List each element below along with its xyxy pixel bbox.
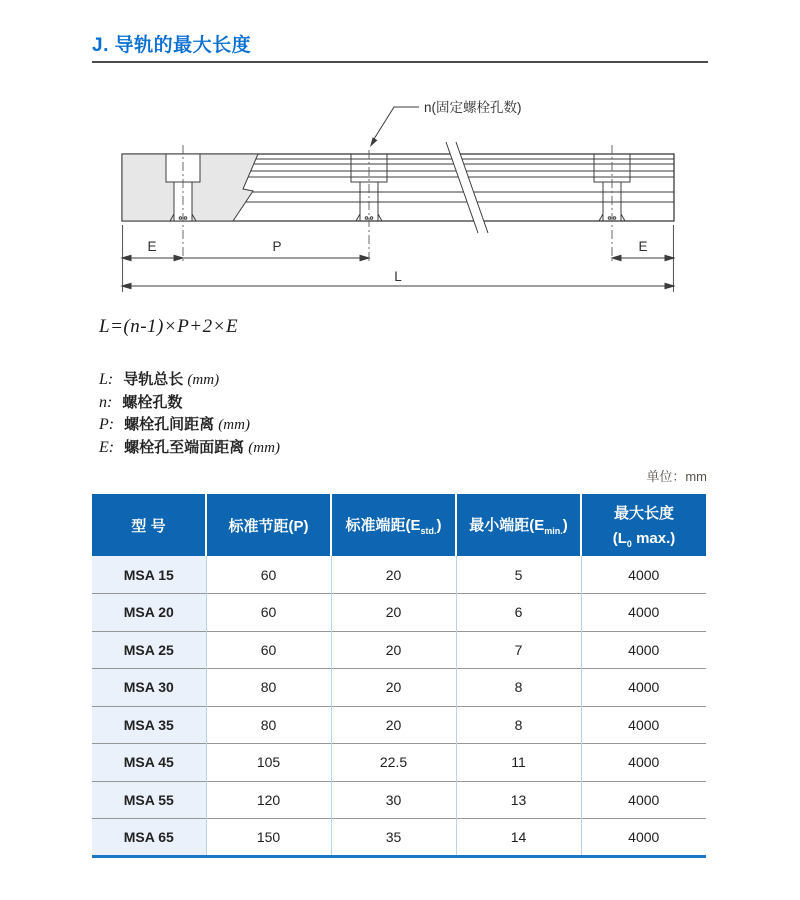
dim-label-e-left: E [147,239,157,254]
cell-value: 4000 [581,669,706,707]
cell-value: 20 [331,594,456,632]
break-lines [446,142,488,233]
cell-value: 4000 [581,706,706,744]
column-header: 标准节距(P) [206,494,331,556]
rail-spec-table [92,494,706,858]
cell-value: 4000 [581,744,706,782]
column-header: 型 号 [92,494,206,556]
legend-symbol: L: [99,371,118,388]
cell-value: 35 [331,819,456,857]
legend-label: 螺栓孔数 [122,393,183,411]
cell-model: MSA 15 [92,556,206,594]
legend-item [99,414,280,437]
column-header: 最大长度 ($L_0$ max.) [581,494,706,556]
cell-model: MSA 45 [92,744,206,782]
legend-unit: (mm) [187,372,220,388]
hole-count-annotation [370,99,522,147]
cell-model: MSA 25 [92,631,206,669]
cell-value: 80 [206,706,331,744]
table-row [92,556,706,594]
cell-value: 13 [456,781,581,819]
table-row [92,631,706,669]
cell-value: 7 [456,631,581,669]
legend-label: 导轨总长 [123,371,188,388]
column-header: 最小端距$(E_{min.})$ [456,494,581,556]
cell-value: 60 [206,631,331,669]
cell-value: 20 [331,631,456,669]
cell-model: MSA 55 [92,781,206,819]
cell-model: MSA 35 [92,706,206,744]
table-row [92,819,706,857]
legend-item [99,437,280,460]
cell-value: 20 [331,706,456,744]
dim-label-e-right: E [638,239,648,254]
table-row [92,594,706,632]
legend-item [99,392,280,415]
cell-model: MSA 30 [92,669,206,707]
legend-symbol: E: [99,438,119,456]
page-title: J. 导轨的最大长度 [92,35,252,56]
legend-symbol: n: [99,393,117,411]
cell-value: 60 [206,594,331,632]
legend-unit: (mm) [248,439,280,456]
cell-value: 14 [456,819,581,857]
column-header: 标准端距$(E_{std.})$ [331,494,456,556]
cell-value: 60 [206,556,331,594]
cell-model: MSA 65 [92,819,206,857]
legend-label: 螺栓孔至端面距离 [124,438,249,456]
cell-value: 4000 [581,631,706,669]
length-formula: L=(n-1)×P+2×E [99,316,239,337]
cell-value: 5 [456,556,581,594]
table-header-row [92,494,706,556]
hole-count-label: n(固定螺栓孔数) [424,100,522,115]
table-row [92,706,706,744]
cell-value: 4000 [581,556,706,594]
cell-value: 22.5 [331,744,456,782]
legend-symbol: P: [99,416,119,433]
cell-value: 11 [456,744,581,782]
cell-value: 4000 [581,594,706,632]
cell-value: 4000 [581,781,706,819]
cell-value: 8 [456,669,581,707]
legend-label: 螺栓孔间距离 [124,416,219,433]
cell-value: 30 [331,781,456,819]
rail-drawing [0,84,800,299]
legend-unit: (mm) [218,417,250,433]
table-row [92,781,706,819]
cell-value: 20 [331,669,456,707]
dim-label-p: P [272,239,282,254]
legend-item [99,369,280,392]
unit-note: 单位：mm [646,469,707,484]
cell-value: 4000 [581,819,706,857]
cell-value: 20 [331,556,456,594]
cell-value: 6 [456,594,581,632]
cell-model: MSA 20 [92,594,206,632]
cell-value: 150 [206,819,331,857]
cell-value: 120 [206,781,331,819]
table-row [92,669,706,707]
dim-label-l: L [394,269,402,284]
table-row [92,744,706,782]
cell-value: 8 [456,706,581,744]
title-underline [92,61,708,63]
cell-value: 80 [206,669,331,707]
table-body [92,556,706,856]
legend-list [99,369,280,459]
cell-value: 105 [206,744,331,782]
